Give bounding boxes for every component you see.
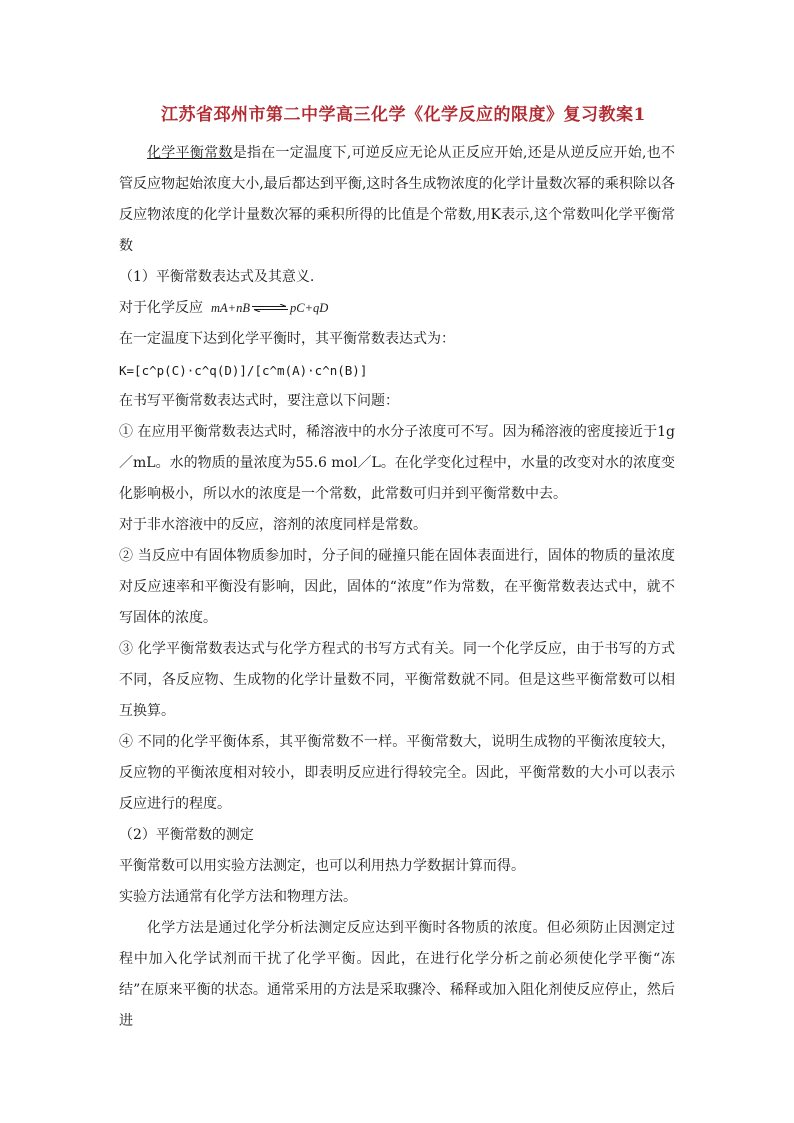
- document-title: 江苏省邳州市第二中学高三化学《化学反应的限度》复习教案1: [161, 105, 646, 125]
- k-expression: K=[c^p(C)·c^q(D)]/[c^m(A)·c^n(B)]: [119, 363, 368, 378]
- equilibrium-arrow-icon: [252, 304, 288, 312]
- point-4: ④ 不同的化学平衡体系，其平衡常数不一样。平衡常数大，说明生成物的平衡浓度较大，反应物的平衡浓度相对较小，即表明反应进行得较完全。因此，平衡常数的大小可以表示反应进行的程度。: [119, 734, 675, 812]
- reaction-left-side: mA+nB: [211, 301, 250, 315]
- key-term: 化学平衡常数: [147, 145, 233, 161]
- measure-line-1: 平衡常数可以用实验方法测定，也可以利用热力学数据计算而得。: [119, 858, 525, 874]
- reaction-right-side: pC+qD: [289, 301, 329, 315]
- reaction-prefix: 对于化学反应: [119, 300, 203, 316]
- intro-paragraph: [119, 138, 675, 262]
- reaction-line: [119, 293, 675, 324]
- section1-heading: （1）平衡常数表达式及其意义.: [119, 269, 315, 285]
- notice-line: 在书写平衡常数表达式时，要注意以下问题：: [119, 393, 399, 409]
- intro-text: 是指在一定温度下,可逆反应无论从正反应开始,还是从逆反应开始,也不管反应物起始浓度大小,最后都达到平衡,这时各生成物浓度的化学计量数次幂的乘积除以各反应物浓度的化学计量数次幂的乘积所得的比值是个常数,用K表示,这个常数叫化学平衡常数: [119, 145, 675, 254]
- equilibrium-line: 在一定温度下达到化学平衡时，其平衡常数表达式为：: [119, 331, 455, 347]
- point-1: ① 在应用平衡常数表达式时，稀溶液中的水分子浓度可不写。因为稀溶液的密度接近于1g／mL。水的物质的量浓度为55.6 mol／L。在化学变化过程中，水量的改变对水的浓度变化影响极小，所以水的浓度是一个常数，此常数可归并到平衡常数中去。: [119, 424, 675, 502]
- document-page: [119, 100, 675, 1037]
- point-1-extra: 对于非水溶液中的反应，溶剂的浓度同样是常数。: [119, 517, 427, 533]
- measure-line-2: 实验方法通常有化学方法和物理方法。: [119, 889, 357, 905]
- point-3: ③ 化学平衡常数表达式与化学方程式的书写方式有关。同一个化学反应，由于书写的方式不同，各反应物、生成物的化学计量数不同，平衡常数就不同。但是这些平衡常数可以相互换算。: [119, 641, 675, 719]
- section2-heading: （2）平衡常数的测定: [119, 827, 254, 843]
- chemical-method-paragraph: 化学方法是通过化学分析法测定反应达到平衡时各物质的浓度。但必须防止因测定过程中加入化学试剂而干扰了化学平衡。因此，在进行化学分析之前必须使化学平衡“冻结”在原来平衡的状态。通常采用的方法是采取骤冷、稀释或加入阻化剂使反应停止，然后进: [119, 920, 675, 1029]
- point-2: ② 当反应中有固体物质参加时，分子间的碰撞只能在固体表面进行，固体的物质的量浓度对反应速率和平衡没有影响，因此，固体的“浓度”作为常数，在平衡常数表达式中，就不写固体的浓度。: [119, 548, 675, 626]
